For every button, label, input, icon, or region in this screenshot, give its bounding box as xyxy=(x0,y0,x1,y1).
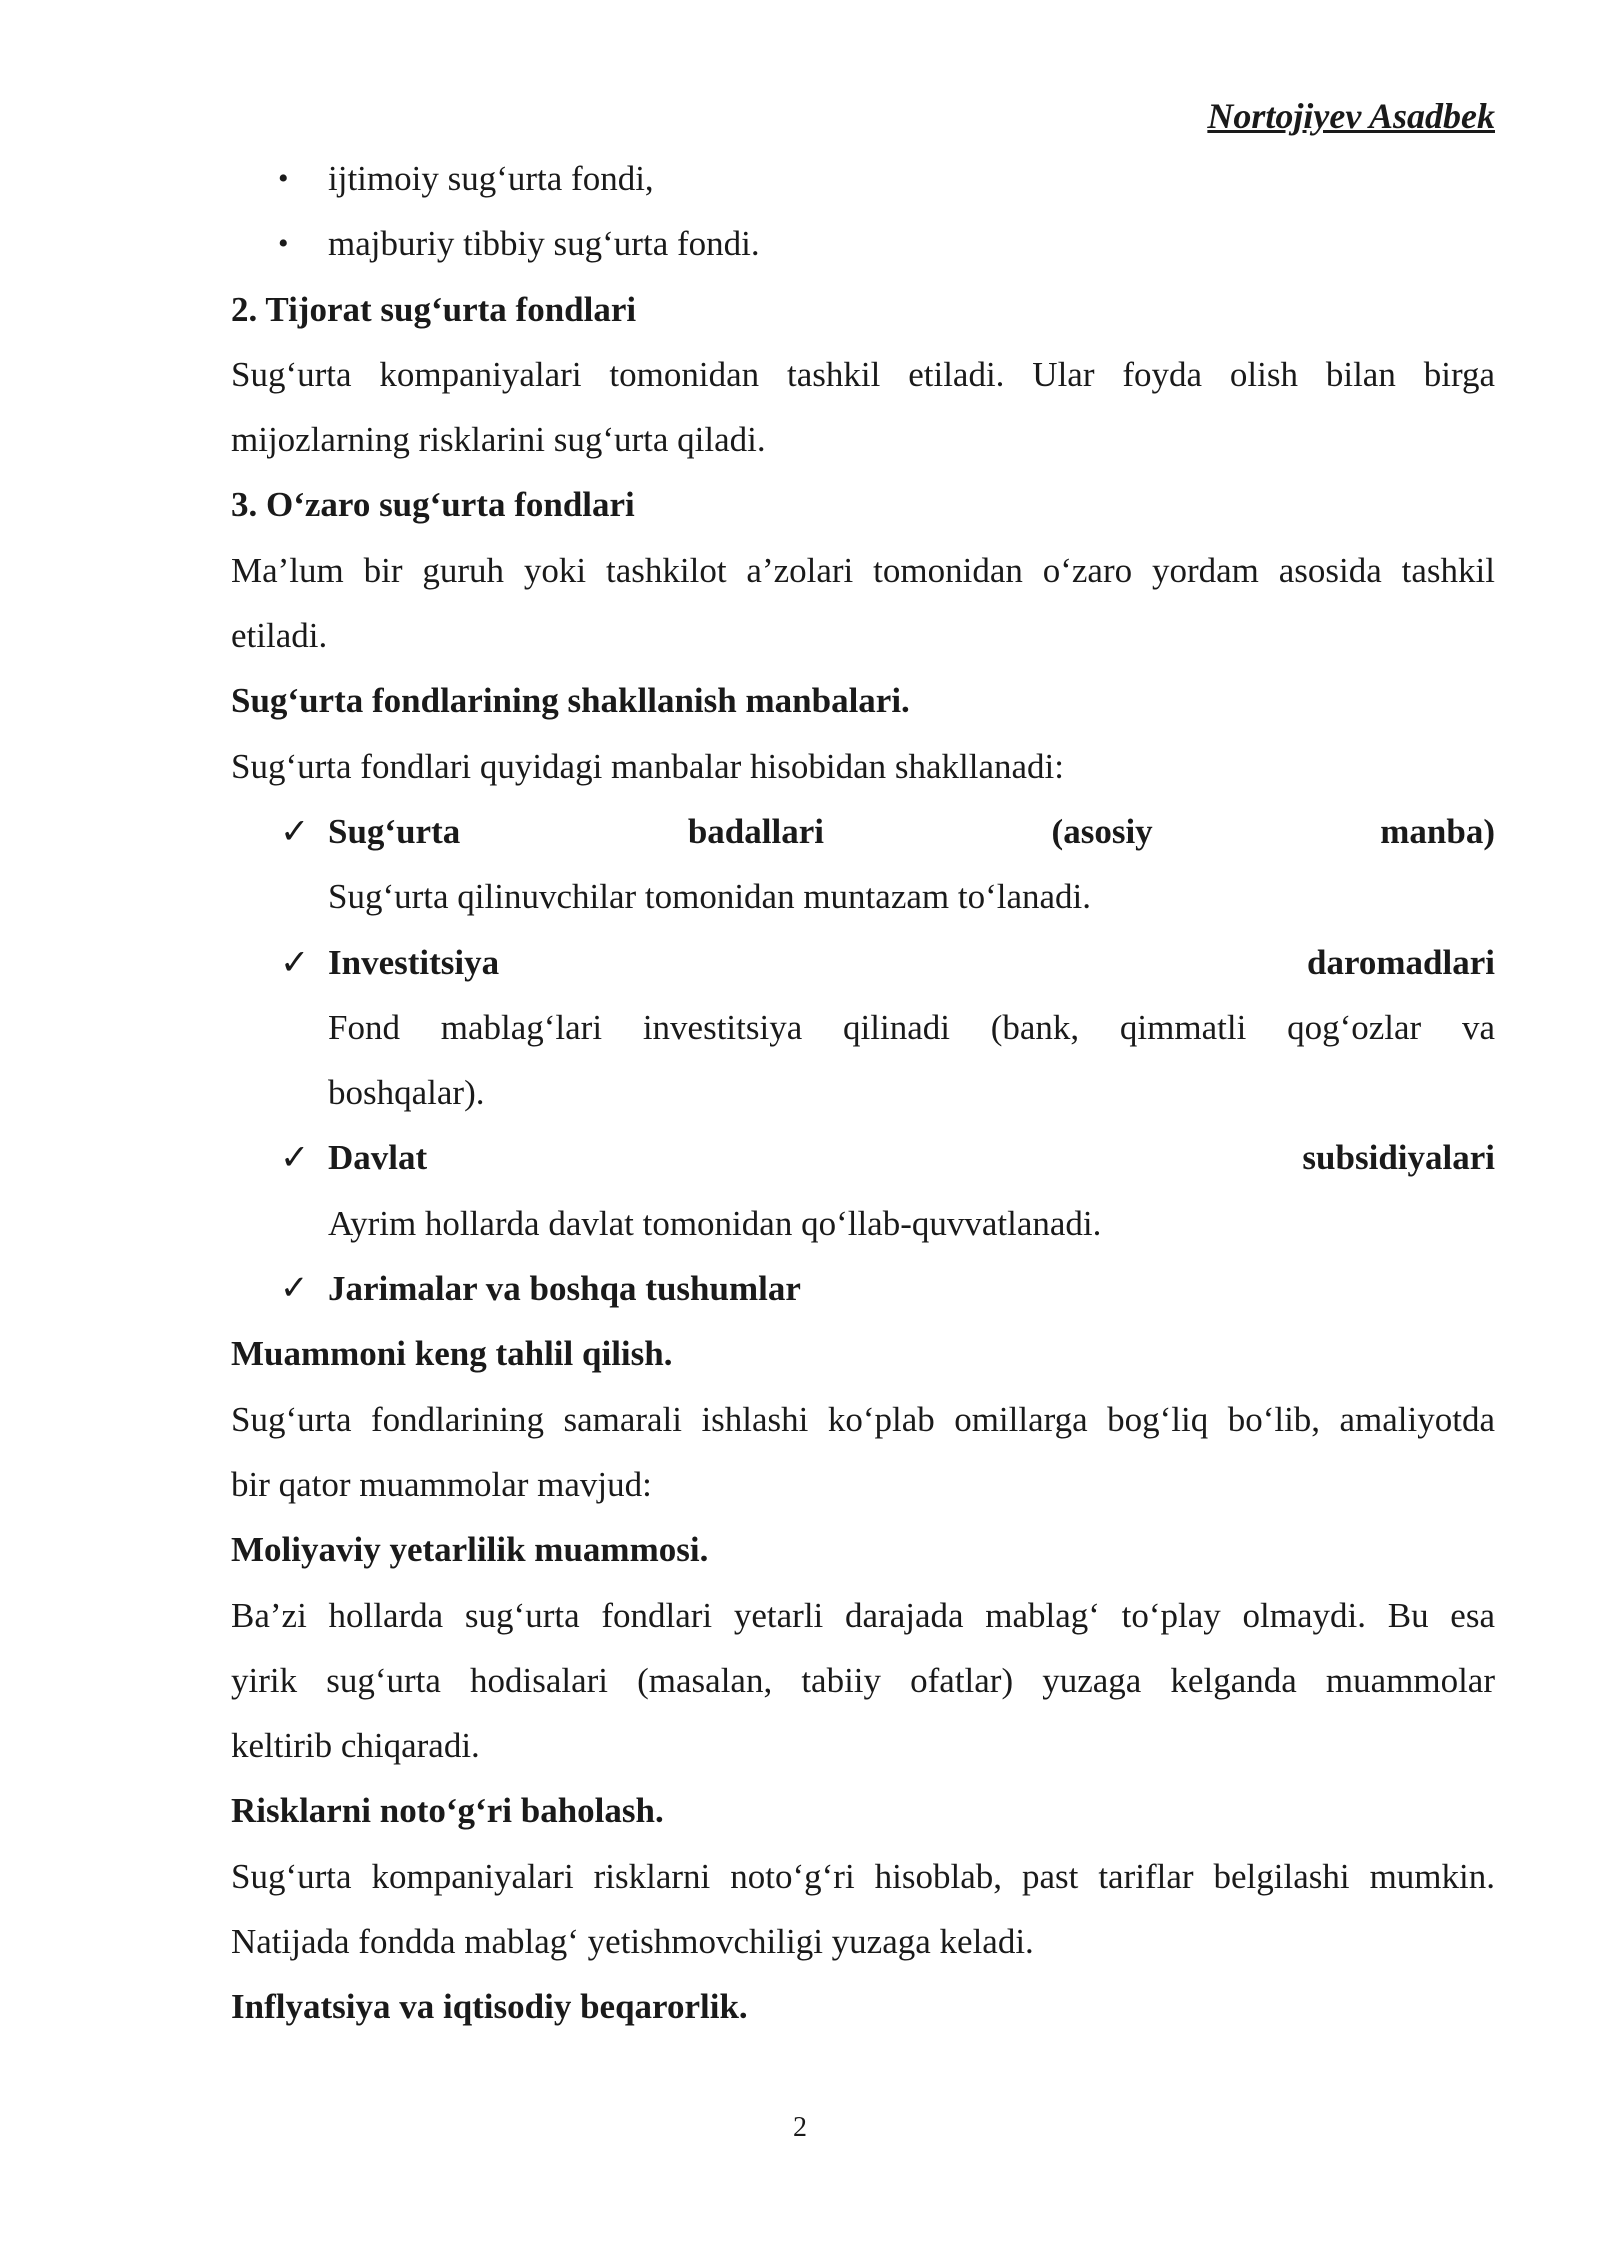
source-item-desc: boshqalar). xyxy=(328,1073,485,1113)
source-item-desc: Fond mablag‘lari investitsiya qilinadi (bank, qimmatli qog‘ozlar va xyxy=(328,1007,1495,1047)
paragraph-line: etiladi. xyxy=(231,616,328,656)
source-item-desc: Sug‘urta qilinuvchilar tomonidan muntazam to‘lanadi. xyxy=(328,877,1092,917)
source-item-title: ✓ Jarimalar va boshqa tushumlar xyxy=(231,1256,1495,1321)
page-content xyxy=(231,146,1495,2040)
section-heading: Moliyaviy yetarlilik muammosi. xyxy=(231,1530,709,1570)
page-number: 2 xyxy=(793,2112,807,2143)
paragraph-line: keltirib chiqaradi. xyxy=(231,1726,480,1766)
source-item-title: ✓ Davlat subsidiyalari xyxy=(231,1125,1495,1190)
paragraph-line: Sug‘urta fondlari quyidagi manbalar hisobidan shakllanadi: xyxy=(231,746,1064,786)
paragraph-line: Natijada fondda mablag‘ yetishmovchiligi yuzaga keladi. xyxy=(231,1922,1034,1962)
paragraph-line: Sug‘urta fondlarining samarali ishlashi ko‘plab omillarga bog‘liq bo‘lib, amaliyotda xyxy=(231,1399,1495,1439)
page-header-author: Nortojiyev Asadbek xyxy=(1207,96,1495,136)
section-heading: Inflyatsiya va iqtisodiy beqarorlik. xyxy=(231,1987,748,2027)
paragraph-line: Sug‘urta kompaniyalari risklarni noto‘g‘ri hisoblab, past tariflar belgilashi mumkin. xyxy=(231,1856,1495,1896)
checkmark-icon: ✓ xyxy=(280,811,310,851)
paragraph-line: mijozlarning risklarini sug‘urta qiladi. xyxy=(231,420,766,460)
checkmark-icon: ✓ xyxy=(280,1138,310,1178)
section-heading: Risklarni noto‘g‘ri baholash. xyxy=(231,1791,664,1831)
bullet-item: • ijtimoiy sug‘urta fondi, xyxy=(231,146,1495,211)
paragraph-line: Sug‘urta kompaniyalari tomonidan tashkil etiladi. Ular foyda olish bilan birga xyxy=(231,354,1495,394)
bullet-dot-icon: • xyxy=(278,227,289,261)
paragraph-line: Ba’zi hollarda sug‘urta fondlari yetarli darajada mablag‘ to‘play olmaydi. Bu esa xyxy=(231,1595,1495,1635)
section-heading: Muammoni keng tahlil qilish. xyxy=(231,1334,673,1374)
bullet-dot-icon: • xyxy=(278,162,289,195)
source-item-desc: Ayrim hollarda davlat tomonidan qo‘llab-quvvatlanadi. xyxy=(328,1203,1102,1243)
section-heading: 2. Tijorat sug‘urta fondlari xyxy=(231,289,637,329)
paragraph-line: yirik sug‘urta hodisalari (masalan, tabiiy ofatlar) yuzaga kelganda muammolar xyxy=(231,1660,1495,1700)
section-heading: Sug‘urta fondlarining shakllanish manbalari. xyxy=(231,681,910,721)
checkmark-icon: ✓ xyxy=(280,1270,309,1308)
section-heading: 3. O‘zaro sug‘urta fondlari xyxy=(231,485,635,525)
bullet-item: • majburiy tibbiy sug‘urta fondi. xyxy=(231,211,1495,276)
source-item-title: ✓ Sug‘urta badallari (asosiy manba) xyxy=(231,799,1495,864)
checkmark-icon: ✓ xyxy=(280,942,310,982)
paragraph-line: bir qator muammolar mavjud: xyxy=(231,1464,652,1504)
source-item-title: ✓ Investitsiya daromadlari xyxy=(231,930,1495,995)
paragraph-line: Ma’lum bir guruh yoki tashkilot a’zolari tomonidan o‘zaro yordam asosida tashkil xyxy=(231,550,1495,590)
